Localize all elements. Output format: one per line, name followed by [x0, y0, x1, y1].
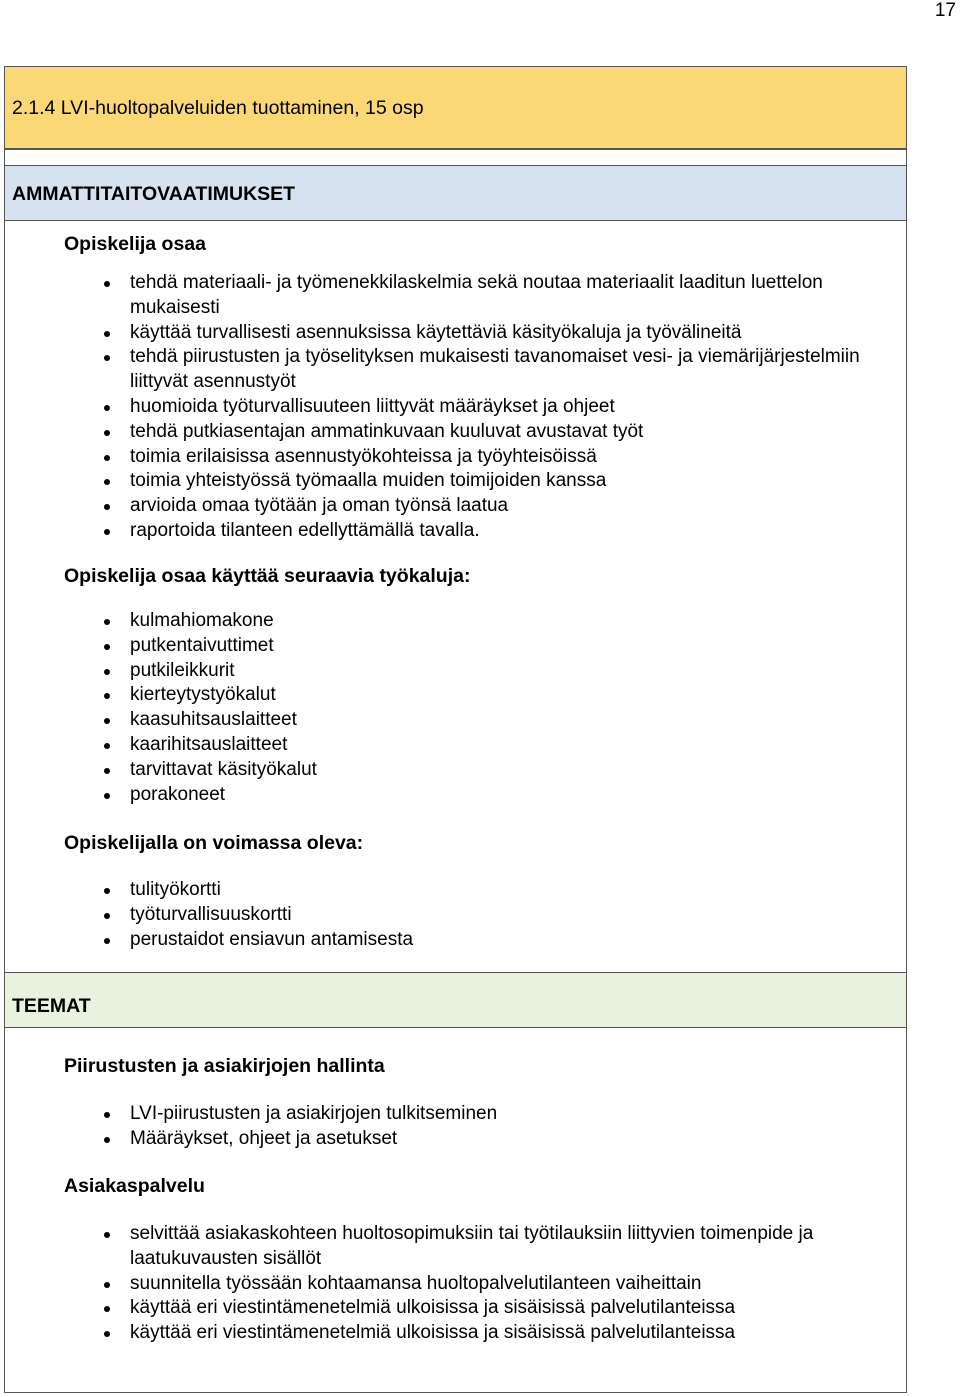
list-item: huomioida työturvallisuuteen liittyvät määräykset ja ohjeet [5, 395, 870, 420]
theme-heading-drawings: Piirustusten ja asiakirjojen hallinta [64, 1055, 385, 1077]
list-item: perustaidot ensiavun antamisesta [5, 928, 870, 953]
list-item: porakoneet [5, 783, 870, 808]
list-item: Määräykset, ohjeet ja asetukset [5, 1127, 870, 1152]
list-item: arvioida omaa työtään ja oman työnsä laatua [5, 494, 870, 519]
list-item: kulmahiomakone [5, 609, 870, 634]
list-item: tehdä materiaali- ja työmenekkilaskelmia sekä noutaa materiaalit laaditun luettelon mukaisesti [5, 271, 870, 321]
customer-service-list [5, 1222, 908, 1346]
section-heading-tools: Opiskelija osaa käyttää seuraavia työkaluja: [64, 565, 471, 587]
list-item: käyttää eri viestintämenetelmiä ulkoisissa ja sisäisissä palvelutilanteissa [5, 1296, 870, 1321]
module-title: 2.1.4 LVI-huoltopalveluiden tuottaminen, 15 osp [12, 97, 424, 119]
section-heading-skills: Opiskelija osaa [64, 233, 206, 255]
themes-header: TEEMAT [12, 995, 91, 1017]
list-item: työturvallisuuskortti [5, 903, 870, 928]
section-heading-certificates: Opiskelijalla on voimassa oleva: [64, 832, 364, 854]
list-item: putkileikkurit [5, 659, 870, 684]
themes-header-row [5, 972, 906, 1028]
drawings-list [5, 1102, 908, 1152]
list-item: toimia erilaisissa asennustyökohteissa ja työyhteisöissä [5, 445, 870, 470]
list-item: putkentaivuttimet [5, 634, 870, 659]
list-item: tarvittavat käsityökalut [5, 758, 870, 783]
tools-list [5, 609, 908, 807]
theme-heading-customer-service: Asiakaspalvelu [64, 1175, 205, 1197]
list-item: selvittää asiakaskohteen huoltosopimuksiin tai työtilauksiin liittyvien toimenpide ja laatukuvausten sisällöt [5, 1222, 870, 1272]
list-item: suunnitella työssään kohtaamansa huoltopalvelutilanteen vaiheittain [5, 1272, 870, 1297]
list-item: kierteytystyökalut [5, 683, 870, 708]
list-item: tehdä piirustusten ja työselityksen mukaisesti tavanomaiset vesi- ja viemärijärjestelmiin liittyvät asennustyöt [5, 345, 870, 395]
list-item: LVI-piirustusten ja asiakirjojen tulkitseminen [5, 1102, 870, 1127]
document-table [4, 66, 907, 1393]
title-row [5, 67, 906, 149]
list-item: kaasuhitsauslaitteet [5, 708, 870, 733]
list-item: kaarihitsauslaitteet [5, 733, 870, 758]
list-item: tulityökortti [5, 878, 870, 903]
list-item: toimia yhteistyössä työmaalla muiden toimijoiden kanssa [5, 469, 870, 494]
list-item: käyttää eri viestintämenetelmiä ulkoisissa ja sisäisissä palvelutilanteissa [5, 1321, 870, 1346]
requirements-header: AMMATTITAITOVAATIMUKSET [12, 183, 296, 205]
requirements-header-row [5, 165, 906, 221]
divider [5, 149, 906, 150]
skills-list [5, 271, 908, 544]
list-item: käyttää turvallisesti asennuksissa käytettäviä käsityökaluja ja työvälineitä [5, 321, 870, 346]
list-item: tehdä putkiasentajan ammatinkuvaan kuuluvat avustavat työt [5, 420, 870, 445]
page-number: 17 [934, 0, 956, 21]
list-item: raportoida tilanteen edellyttämällä tavalla. [5, 519, 870, 544]
certificates-list [5, 878, 908, 952]
